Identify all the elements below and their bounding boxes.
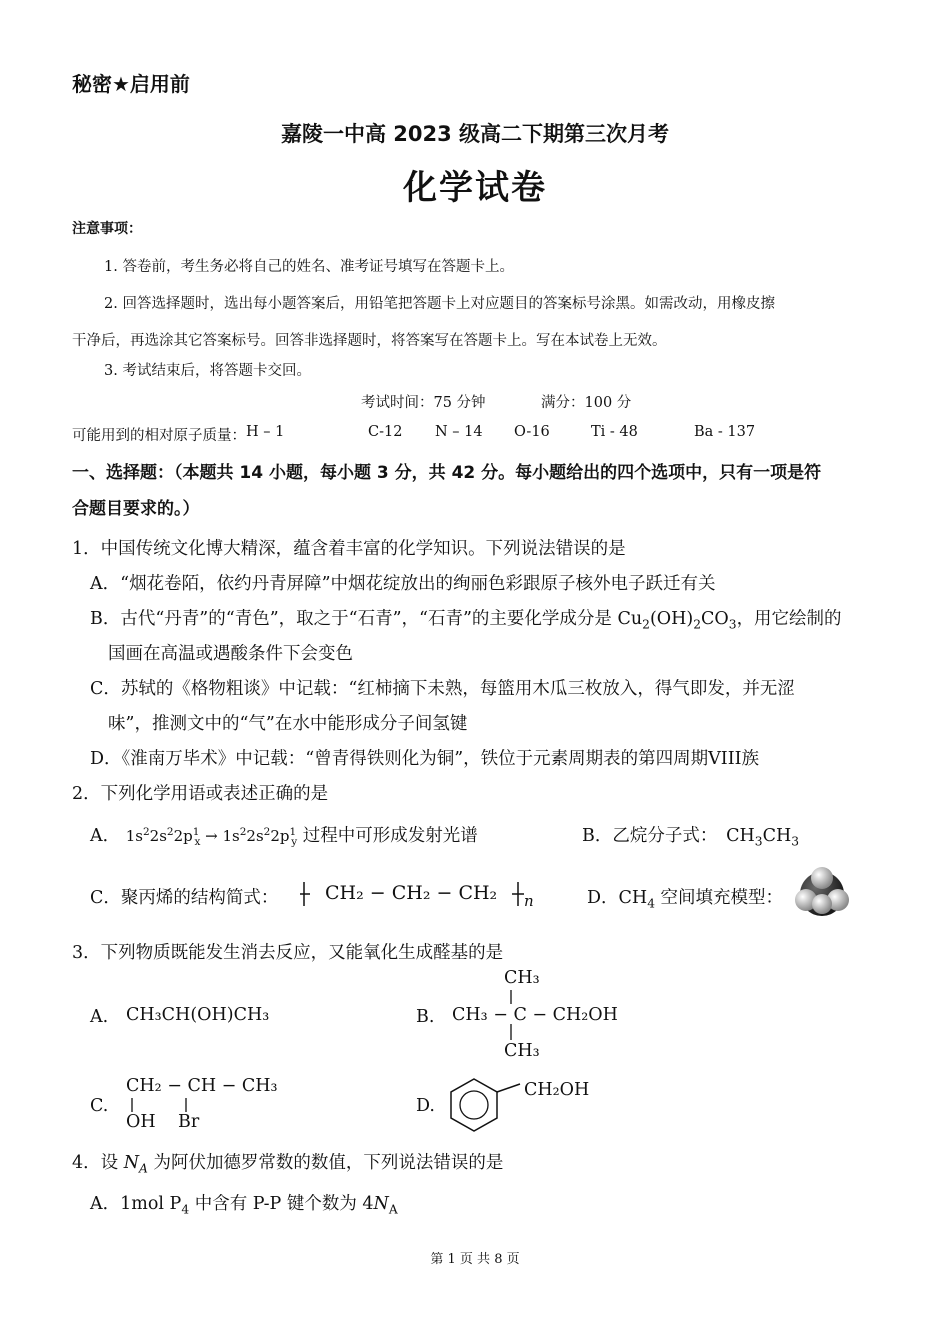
section-1-heading-cont: 合题目要求的。） [72, 499, 200, 519]
q3-option-b-top: CH₃ [504, 968, 540, 988]
confidential-label: 秘密★启用前 [72, 72, 190, 96]
methane-space-filling-model-icon [788, 864, 856, 922]
notice-item-2b: 干净后，再选涂其它答案标号。回答非选择题时，将答案写在答题卡上。写在本试卷上无效。 [72, 333, 667, 349]
atomic-mass-label: 可能用到的相对原子质量： [72, 428, 246, 444]
atomic-mass-ba: Ba - 137 [694, 424, 756, 440]
atomic-mass-n: N – 14 [435, 424, 483, 440]
atomic-mass-c: C-12 [368, 424, 403, 440]
atomic-mass-h: H – 1 [246, 424, 285, 440]
q1-option-c-cont: 味”，推测文中的“气”在水中能形成分子间氢键 [108, 714, 468, 734]
q4-option-a: A．1mol $P_4$ 中含有 P-P 键个数为 $4N_A$ [90, 1194, 398, 1217]
q2-stem: 2．下列化学用语或表述正确的是 [72, 784, 329, 804]
q1-option-b: B．古代“丹青”的“青色”，取之于“石青”，“石青”的主要化学成分是 $Cu_2(OH)_2CO_3$，用它绘制的 [90, 609, 842, 632]
page-footer: 第 1 页 共 8 页 [430, 1252, 520, 1267]
notice-item-2a: 2. 回答选择题时，选出每小题答案后，用铅笔把答题卡上对应题目的答案标号涂黑。如需改动，用橡皮擦 [104, 296, 775, 312]
q2-polymer-n: n [524, 892, 534, 910]
exam-time: 考试时间：75 分钟 [361, 395, 486, 411]
q3-option-c-label: C. [90, 1096, 109, 1116]
atomic-mass-ti: Ti - 48 [591, 424, 638, 440]
q1-option-b-cont: 国画在高温或遇酸条件下会变色 [108, 644, 353, 664]
q2-option-c: C．聚丙烯的结构简式： [90, 888, 279, 908]
q3-option-b-mid: CH₃ − C − CH₂OH [452, 1005, 618, 1025]
q3-option-d-label: D. [416, 1096, 435, 1116]
q3-option-a-label: A. [90, 1007, 109, 1027]
notice-item-3: 3. 考试结束后，将答题卡交回。 [104, 363, 311, 379]
q3-option-b-bottom: CH₃ [504, 1041, 540, 1061]
q1-option-c: C．苏轼的《格物粗谈》中记载：“红柿摘下未熟，每篮用木瓜三枚放入，得气即发，并无涩 [90, 679, 795, 699]
q3-option-c-br: Br [178, 1112, 200, 1132]
q3-stem: 3．下列物质既能发生消去反应，又能氧化生成醛基的是 [72, 943, 504, 963]
q3-option-c-oh: OH [126, 1112, 156, 1132]
page-title: 化学试卷 [403, 168, 547, 208]
q1-option-a: A．“烟花卷陌，依约丹青屏障”中烟花绽放出的绚丽色彩跟原子核外电子跃迁有关 [90, 574, 716, 594]
notice-item-1: 1. 答卷前，考生务必将自己的姓名、准考证号填写在答题卡上。 [104, 259, 514, 275]
q1-option-d: D．《淮南万毕术》中记载：“曾青得铁则化为铜”，铁位于元素周期表的第四周期VIII族 [90, 749, 760, 769]
q2-option-d: D．$CH_4$ 空间填充模型： [587, 888, 784, 911]
benzene-ring-icon [448, 1076, 528, 1136]
section-1-heading: 一、选择题：（本题共 14 小题，每小题 3 分，共 42 分。每小题给出的四个选项中，只有一项是符 [72, 463, 822, 483]
notice-heading: 注意事项： [72, 221, 142, 237]
exam-score: 满分：100 分 [541, 395, 632, 411]
atomic-mass-o: O-16 [514, 424, 550, 440]
q2-electron-config: $1s^22s^22p^1_x \to 1s^22s^22p^1_y$ [125, 826, 298, 848]
q4-stem: 4．设 $N_A$ 为阿伏加德罗常数的数值，下列说法错误的是 [72, 1153, 504, 1176]
q3-option-a-formula: CH₃CH(OH)CH₃ [126, 1005, 270, 1025]
q1-stem: 1．中国传统文化博大精深，蕴含着丰富的化学知识。下列说法错误的是 [72, 539, 626, 559]
q2-option-a: A． $1s^22s^22p^1_x \to 1s^22s^22p^1_y$ 过程中可形成发射光谱 [90, 826, 478, 848]
exam-subtitle: 嘉陵一中高 2023 级高二下期第三次月考 [280, 122, 670, 146]
q3-option-b-label: B. [416, 1007, 435, 1027]
q3-option-d-group: CH₂OH [524, 1080, 590, 1100]
q3-option-c-chain: CH₂ − CH − CH₃ [126, 1076, 278, 1096]
q2-polymer-formula: CH₂ − CH₂ − CH₂ [325, 882, 498, 904]
q2-option-b: B．乙烷分子式： $CH_3CH_3$ [582, 826, 800, 849]
